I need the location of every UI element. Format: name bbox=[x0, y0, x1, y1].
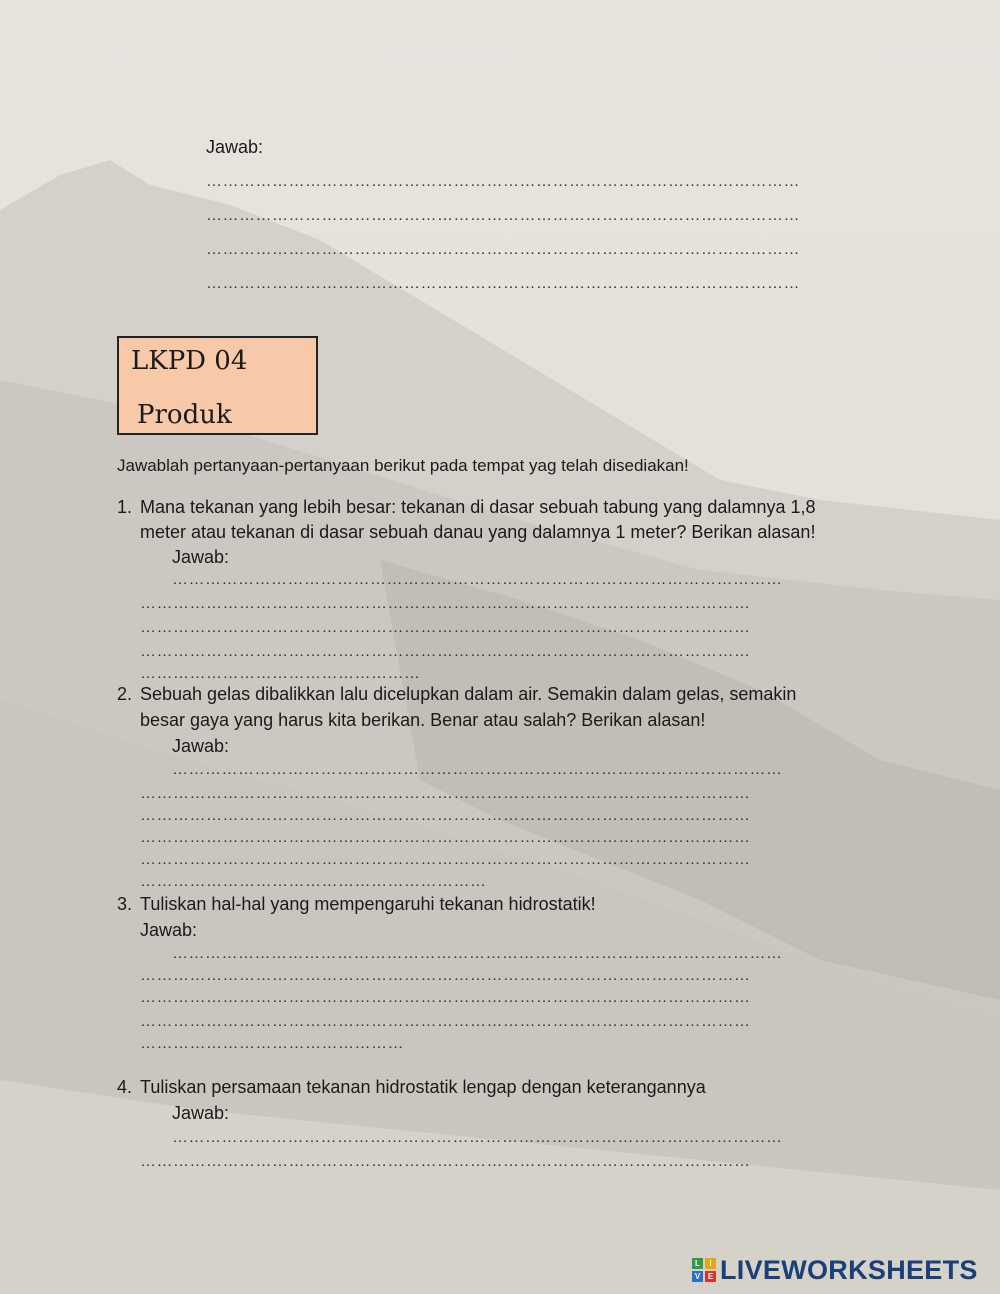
question-3-answer-label: Jawab: bbox=[140, 920, 198, 940]
top-answer-line-4[interactable]: ……………………………………………………………………………………………… bbox=[206, 275, 800, 292]
logo-letter: I bbox=[705, 1258, 716, 1269]
question-2-answer-line[interactable]: ………………………………………………………………………………………………… bbox=[140, 829, 751, 846]
question-1-number: 1. bbox=[117, 497, 133, 517]
question-2-answer-line[interactable]: ………………………………………………………………………………………………… bbox=[172, 761, 783, 778]
question-2-answer-line[interactable]: ………………………………………………………………………………………………… bbox=[140, 785, 751, 802]
question-1-answer-line[interactable]: ………………………………………………………………………………………………… bbox=[140, 619, 751, 636]
top-answer-line-3[interactable]: ……………………………………………………………………………………………… bbox=[206, 241, 800, 258]
lkpd-title: LKPD 04 bbox=[131, 346, 248, 376]
logo-letter: E bbox=[705, 1271, 716, 1282]
question-1-line-2: meter atau tekanan di dasar sebuah danau yang dalamnya 1 meter? Berikan alasan! bbox=[140, 522, 816, 542]
question-1-line-1: Mana tekanan yang lebih besar: tekanan di dasar sebuah tabung yang dalamnya 1,8 bbox=[140, 497, 816, 517]
logo-grid-icon bbox=[692, 1258, 716, 1282]
top-answer-label: Jawab: bbox=[206, 137, 264, 157]
top-answer-line-1[interactable]: ……………………………………………………………………………………………… bbox=[206, 173, 800, 190]
question-2-answer-label: Jawab: bbox=[172, 736, 230, 756]
instruction-text: Jawablah pertanyaan-pertanyaan berikut pada tempat yag telah disediakan! bbox=[117, 456, 689, 475]
question-3-answer-line[interactable]: ………………………………………………………………………………………………… bbox=[140, 1013, 751, 1030]
lkpd-header-box bbox=[117, 336, 318, 435]
question-2-line-2: besar gaya yang harus kita berikan. Benar atau salah? Berikan alasan! bbox=[140, 710, 706, 730]
question-1-answer-line[interactable]: ………………………………………………………………………………………………… bbox=[140, 595, 751, 612]
question-3-answer-line[interactable]: ………………………………………… bbox=[140, 1035, 404, 1052]
question-3-number: 3. bbox=[117, 894, 133, 914]
question-3-line-1: Tuliskan hal-hal yang mempengaruhi tekanan hidrostatik! bbox=[140, 894, 596, 914]
top-answer-line-2[interactable]: ……………………………………………………………………………………………… bbox=[206, 207, 800, 224]
lkpd-subtitle: Produk bbox=[137, 400, 232, 430]
question-4-answer-label: Jawab: bbox=[172, 1103, 230, 1123]
question-1-answer-label: Jawab: bbox=[172, 547, 230, 567]
logo-letter: L bbox=[692, 1258, 703, 1269]
question-4-line-1: Tuliskan persamaan tekanan hidrostatik lengap dengan keterangannya bbox=[140, 1077, 706, 1097]
question-4-number: 4. bbox=[117, 1077, 133, 1097]
question-1-answer-line[interactable]: ………………………………………………………………………………………………… bbox=[172, 571, 783, 588]
logo-letter: V bbox=[692, 1271, 703, 1282]
question-2-answer-line[interactable]: ………………………………………………………………………………………………… bbox=[140, 851, 751, 868]
question-2-line-1: Sebuah gelas dibalikkan lalu dicelupkan dalam air. Semakin dalam gelas, semakin bbox=[140, 684, 797, 704]
question-1-answer-line[interactable]: ………………………………………………………………………………………………… bbox=[140, 643, 751, 660]
logo-text: LIVEWORKSHEETS bbox=[720, 1254, 978, 1285]
question-1-answer-line[interactable]: …………………………………………… bbox=[140, 665, 421, 682]
question-4-answer-line[interactable]: ………………………………………………………………………………………………… bbox=[172, 1129, 783, 1146]
question-3-answer-line[interactable]: ………………………………………………………………………………………………… bbox=[140, 967, 751, 984]
question-2-number: 2. bbox=[117, 684, 133, 704]
question-3-answer-line[interactable]: ………………………………………………………………………………………………… bbox=[172, 945, 783, 962]
liveworksheets-logo bbox=[692, 1255, 978, 1285]
question-2-answer-line[interactable]: ………………………………………………………………………………………………… bbox=[140, 807, 751, 824]
question-3-answer-line[interactable]: ………………………………………………………………………………………………… bbox=[140, 989, 751, 1006]
question-2-answer-line[interactable]: ……………………………………………………… bbox=[140, 873, 487, 890]
question-4-answer-line[interactable]: ………………………………………………………………………………………………… bbox=[140, 1153, 751, 1170]
